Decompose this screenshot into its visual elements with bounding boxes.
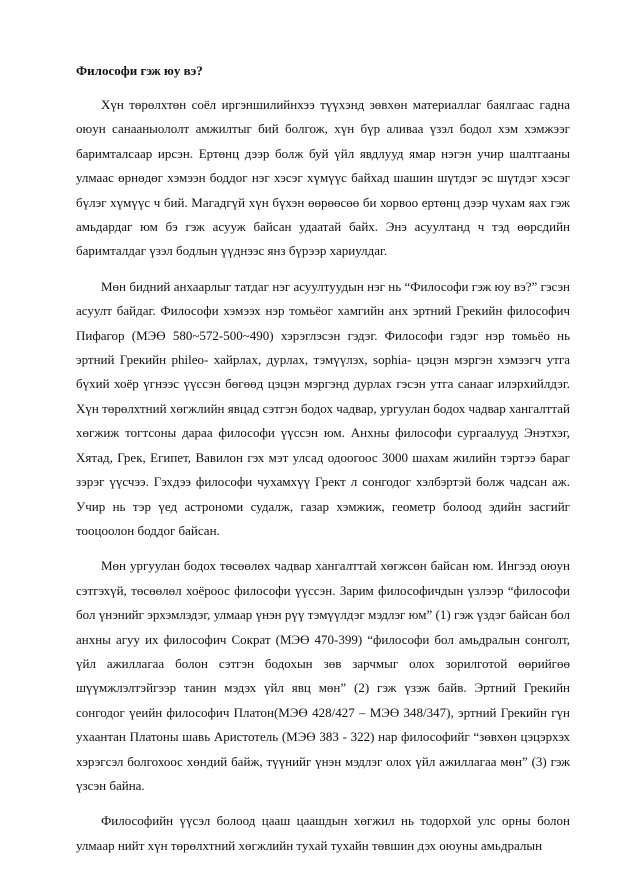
document-page xyxy=(76,62,570,869)
paragraph-3: Мөн ургуулан бодох төсөөлөх чадвар хангалттай хөгжсөн байсан юм. Ингээд оюун сэтгэхүй, төсөөлөл хоёроос философи үүссэн. Зарим философичдын үзлээр “философи бол үнэнийг эрхэмлэдэг, улмаар үнэн рүү тэмүүлдэг мэдлэг юм” (1) гэж үздэг байсан бол анхны агуу их философич Сократ (МЭӨ 470-399) “философи бол амьдралын сонголт, үйл ажиллагаа болон сэтгэн бодохын зөв зарчмыг олох зорилготой өөрийгөө шүүмжлэлтэйгээр танин мэдэх үйл явц мөн” (2) гэж үзэж байв. Эртний Грекийн сонгодог үеийн философич Платон(МЭӨ 428/427 – МЭӨ 348/347), эртний Грекийн гүн ухаантан Платоны шавь Аристотель (МЭӨ 383 - 322) нар философийг “зөвхөн цэцэрхэх хэрэгсэл болгохоос хөндий байж, түүнийг үнэн мэдлэг олох үйл ажиллагаа мөн” (3) гэж үзсэн байна. xyxy=(76,558,570,793)
paragraph-4: Философийн үүсэл болоод цааш цаашдын хөгжил нь тодорхой улс орны болон улмаар нийт хүн төрөлхтний хөгжлийн тухай тухайн төвшин дэх оюуны амьдралын xyxy=(76,813,570,853)
paragraph-2: Мөн бидний анхаарлыг татдаг нэг асуултуудын нэг нь “Философи гэж юу вэ?” гэсэн асуулт байдаг. Философи хэмээх нэр томьёог хамгийн анх эртний Грекийн философич Пифагор (МЭӨ 580~572-500~490) хэрэглэсэн гэдэг. Философи гэдэг нэр томьёо нь эртний Грекийн phileo- хайрлах, дурлах, тэмүүлэх, sophia- цэцэн мэргэн хэмээгч утга бүхий хоёр үгнээс үүссэн бөгөөд цэцэн мэргэнд дурлах гэсэн утга санааг илэрхийлдэг. Хүн төрөлхтний хөгжлийн явцад сэтгэн бодох чадвар, ургуулан бодох чадвар хангалттай хөгжиж тогтсоны дараа философи үүссэн юм. Анхны философи сургаалууд Энэтхэг, Хятад, Грек, Египет, Вавилон гэх мэт улсад одоогоос 3000 шахам жилийн тэртээ бараг зэрэг үүсчээ. Гэхдээ философи чухамхүү Грект л сонгодог хэлбэртэй болж чадсан аж. Учир нь тэр үед астрономи судалж, газар хэмжиж, геометр болоод эдийн засгийг тооцоолон боддог байсан. xyxy=(76,278,570,538)
paragraph-1: Хүн төрөлхтөн соёл иргэншилийнхээ түүхэнд зөвхөн материаллаг баялгаас гадна оюун санааныололт амжилтыг бий болгож, хүн бүр аливаа үзэл бодол хэм хэмжээг баримталсаар ирсэн. Ертөнц дээр болж буй үйл явдлууд ямар нэгэн учир шалтгааны улмаас өрнөдөг хэмээн боддог нэг хэсэг хүмүүс байхад шашин шүтдэг эс шүтдэг хэсэг бүлэг хүмүүс ч бий. Магадгүй хүн бүхэн өөрөөсөө би хорвоо ертөнц дээр чухам яах гэж амьдардаг юм бэ гэж асууж байсан удаатай байх. Энэ асуултанд ч тэд өөрсдийн баримталдаг үзэл бодлын үүднээс янз бүрээр хариулдаг. xyxy=(76,97,570,259)
document-title: Философи гэж юу вэ? xyxy=(76,63,203,78)
